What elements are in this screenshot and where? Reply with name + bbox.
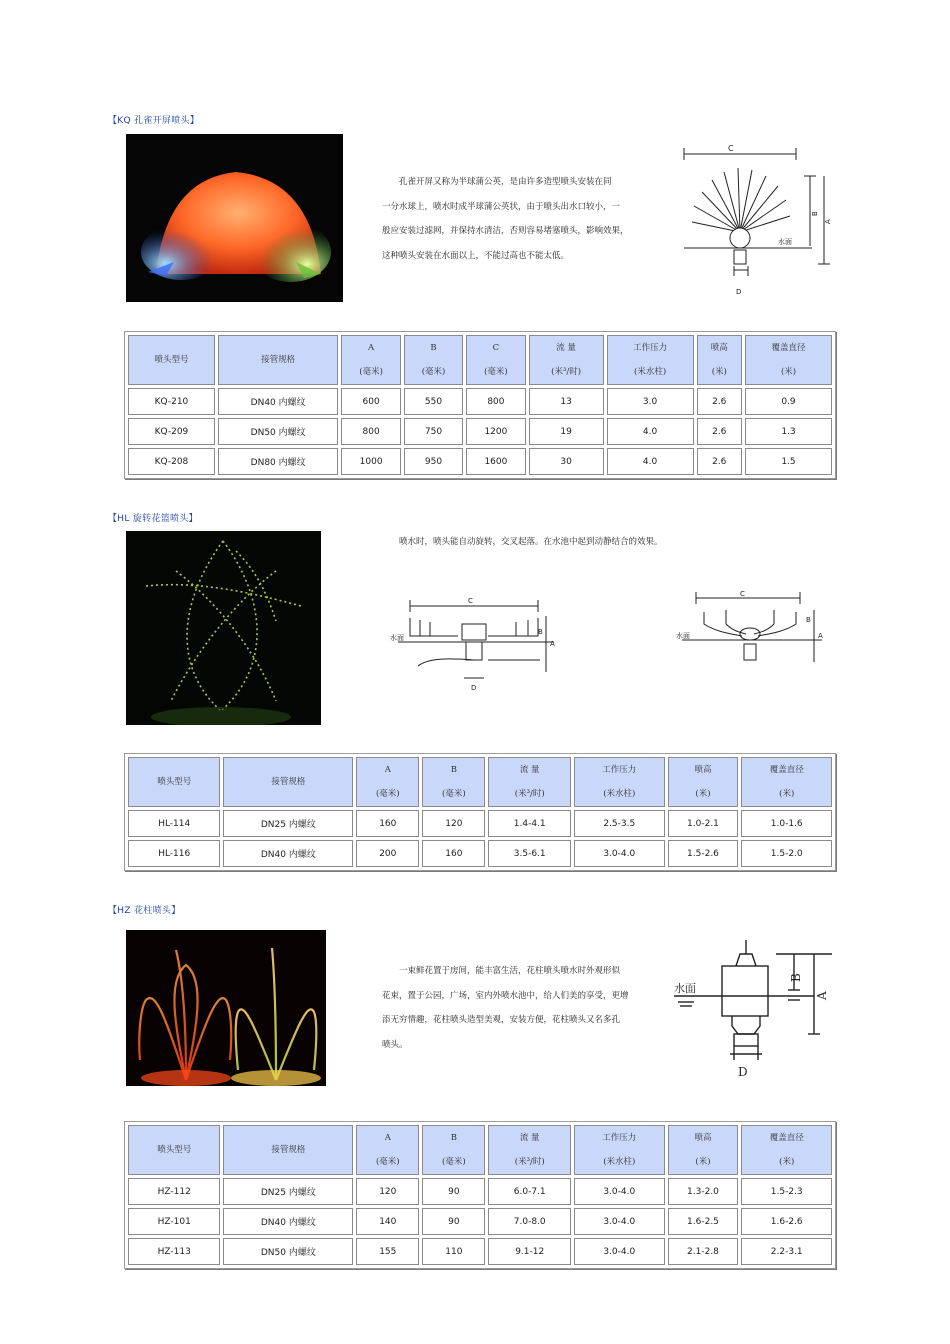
header-cell: 喷高 (米) <box>668 1125 739 1175</box>
hl-label-d: D <box>471 684 477 692</box>
table-row <box>128 840 832 867</box>
table-cell: 30 <box>529 448 604 475</box>
hl-label-water2: 水面 <box>676 632 690 640</box>
hz-label-d: D <box>738 1065 748 1078</box>
header-cell: 接管规格 <box>223 757 353 807</box>
hl-label-b: B <box>538 628 543 636</box>
hl-dimension-diagram-2 <box>676 588 832 678</box>
header-cell: 流 量 (米³/时) <box>529 335 604 385</box>
table-cell: DN50 内螺纹 <box>218 418 339 445</box>
table-cell: HL-116 <box>128 840 220 867</box>
header-cell: B (毫米) <box>404 335 463 385</box>
table-cell: 160 <box>356 810 419 837</box>
table-cell: 2.6 <box>697 418 743 445</box>
table-cell: 2.1-2.8 <box>668 1238 739 1265</box>
table-cell: 155 <box>356 1238 419 1265</box>
table-cell: 1000 <box>341 448 400 475</box>
table-cell: 1.0-1.6 <box>741 810 832 837</box>
header-cell: 覆盖直径 (米) <box>745 335 832 385</box>
hz-label-a: A <box>815 991 829 1000</box>
table-header-row <box>128 1125 832 1175</box>
hz-desc-line: 一束鲜花置于房间，能丰富生活，花柱喷头喷水时外观形似 <box>399 966 621 976</box>
header-cell: A (毫米) <box>356 757 419 807</box>
hz-desc-line: 添无穷情趣，花柱喷头造型美观，安装方便，花柱喷头又名多孔 <box>382 1015 621 1025</box>
table-cell: DN25 内螺纹 <box>223 1178 353 1205</box>
kq-desc-line: 一分水球上，喷水时成半球蒲公英状，由于喷头出水口较小，一 <box>382 201 621 212</box>
table-cell: 0.9 <box>745 388 832 415</box>
table-cell: 90 <box>422 1208 485 1235</box>
table-cell: DN50 内螺纹 <box>223 1238 353 1265</box>
table-cell: 3.0-4.0 <box>574 840 664 867</box>
hz-desc-line: 花束，置于公园，广场，室内外喷水池中，给人们美的享受，更增 <box>382 990 629 1001</box>
table-cell: 6.0-7.1 <box>488 1178 571 1205</box>
table-cell: 200 <box>356 840 419 867</box>
table-cell: 3.0-4.0 <box>574 1238 664 1265</box>
hl-fountain-photo <box>126 531 321 725</box>
header-cell: B (毫米) <box>422 1125 485 1175</box>
table-row <box>128 1238 832 1265</box>
table-cell: 1.3 <box>745 418 832 445</box>
hz-label-b: B <box>789 973 803 982</box>
kq-desc-line: 孔雀开屏又称为半球蒲公英，是由许多造型喷头安装在同 <box>399 177 612 187</box>
table-cell: 19 <box>529 418 604 445</box>
table-cell: 1.0-2.1 <box>668 810 739 837</box>
table-cell: DN40 内螺纹 <box>223 1208 353 1235</box>
header-cell: 喷头型号 <box>128 1125 220 1175</box>
table-cell: 120 <box>356 1178 419 1205</box>
table-cell: 4.0 <box>607 418 694 445</box>
table-cell: 750 <box>404 418 463 445</box>
table-cell: 1.5-2.6 <box>668 840 739 867</box>
table-cell: HZ-101 <box>128 1208 220 1235</box>
kq-label-water: 水面 <box>778 238 792 246</box>
table-cell: 7.0-8.0 <box>488 1208 571 1235</box>
table-row <box>128 1178 832 1205</box>
table-cell: DN80 内螺纹 <box>218 448 339 475</box>
table-cell: 110 <box>422 1238 485 1265</box>
table-cell: 160 <box>422 840 485 867</box>
table-row <box>128 1208 832 1235</box>
table-cell: 1.6-2.5 <box>668 1208 739 1235</box>
hl-dimension-diagram-1 <box>388 592 560 692</box>
header-cell: 接管规格 <box>218 335 339 385</box>
kq-label-b: B <box>811 211 819 216</box>
table-cell: 1.6-2.6 <box>741 1208 832 1235</box>
header-cell: 覆盖直径 (米) <box>741 1125 832 1175</box>
hl-spec-table <box>124 753 836 871</box>
table-cell: 3.0-4.0 <box>574 1208 664 1235</box>
table-cell: 9.1-12 <box>488 1238 571 1265</box>
table-cell: KQ-209 <box>128 418 215 445</box>
table-row <box>128 388 832 415</box>
table-cell: 600 <box>341 388 400 415</box>
table-cell: 1.5 <box>745 448 832 475</box>
table-cell: 3.0-4.0 <box>574 1178 664 1205</box>
table-cell: KQ-210 <box>128 388 215 415</box>
kq-dimension-diagram <box>672 140 838 300</box>
table-cell: HZ-112 <box>128 1178 220 1205</box>
table-cell: HZ-113 <box>128 1238 220 1265</box>
hl-description <box>382 530 712 555</box>
header-cell: A (毫米) <box>356 1125 419 1175</box>
kq-desc-line: 这种喷头安装在水面以上，不能过高也不能太低。 <box>382 250 570 261</box>
table-cell: DN25 内螺纹 <box>223 810 353 837</box>
table-cell: 1200 <box>466 418 525 445</box>
table-cell: DN40 内螺纹 <box>223 840 353 867</box>
table-cell: 1.5-2.0 <box>741 840 832 867</box>
hz-spec-table <box>124 1121 836 1269</box>
header-cell: 喷高 (米) <box>697 335 743 385</box>
header-cell: A (毫米) <box>341 335 400 385</box>
table-row <box>128 448 832 475</box>
hl-label-a: A <box>550 640 555 648</box>
table-cell: HL-114 <box>128 810 220 837</box>
kq-desc-line: 般应安装过滤网，并保持水清洁，否则容易堵塞喷头，影响效果， <box>382 226 629 236</box>
header-cell: 工作压力 (米水柱) <box>574 757 664 807</box>
table-header-row <box>128 335 832 385</box>
table-cell: 1.5-2.3 <box>741 1178 832 1205</box>
table-cell: 3.0 <box>607 388 694 415</box>
table-cell: KQ-208 <box>128 448 215 475</box>
kq-spec-table <box>124 331 836 479</box>
hz-label-water: 水面 <box>674 982 696 995</box>
table-header-row <box>128 757 832 807</box>
table-cell: 2.2-3.1 <box>741 1238 832 1265</box>
table-row <box>128 810 832 837</box>
table-cell: 2.6 <box>697 448 743 475</box>
header-cell: 工作压力 (米水柱) <box>607 335 694 385</box>
table-cell: 1.4-4.1 <box>488 810 571 837</box>
header-cell: 流 量 (米³/时) <box>488 757 571 807</box>
hz-desc-line: 喷头。 <box>382 1039 408 1050</box>
table-cell: 550 <box>404 388 463 415</box>
table-cell: 2.6 <box>697 388 743 415</box>
hl-label-b2: B <box>806 616 811 624</box>
table-cell: 3.5-6.1 <box>488 840 571 867</box>
table-cell: 1600 <box>466 448 525 475</box>
table-cell: 140 <box>356 1208 419 1235</box>
kq-description <box>382 170 652 268</box>
header-cell: 接管规格 <box>223 1125 353 1175</box>
header-cell: 喷头型号 <box>128 757 220 807</box>
header-cell: C (毫米) <box>466 335 525 385</box>
section-title-hz: 【HZ 花柱喷头】 <box>108 906 181 916</box>
header-cell: 工作压力 (米水柱) <box>574 1125 664 1175</box>
table-cell: 1.3-2.0 <box>668 1178 739 1205</box>
nozzle-rays <box>692 168 790 232</box>
table-cell: 4.0 <box>607 448 694 475</box>
kq-label-a: A <box>824 219 832 224</box>
header-cell: B (毫米) <box>422 757 485 807</box>
hl-label-water: 水面 <box>390 634 404 642</box>
hz-description <box>382 959 652 1057</box>
section-title-kq: 【KQ 孔雀开屏喷头】 <box>108 116 200 126</box>
kq-label-c: C <box>728 144 734 153</box>
table-cell: 120 <box>422 810 485 837</box>
hz-dimension-diagram <box>664 930 832 1078</box>
table-cell: 2.5-3.5 <box>574 810 664 837</box>
table-cell: 950 <box>404 448 463 475</box>
hl-label-a2: A <box>818 632 823 640</box>
kq-label-d: D <box>736 288 742 296</box>
table-cell: 90 <box>422 1178 485 1205</box>
table-cell: 13 <box>529 388 604 415</box>
table-cell: 800 <box>466 388 525 415</box>
header-cell: 流 量 (米³/时) <box>488 1125 571 1175</box>
header-cell: 喷高 (米) <box>668 757 739 807</box>
hl-label-c2: C <box>740 590 745 598</box>
header-cell: 喷头型号 <box>128 335 215 385</box>
hz-fountain-photo <box>126 930 326 1086</box>
hl-label-c: C <box>468 597 473 605</box>
header-cell: 覆盖直径 (米) <box>741 757 832 807</box>
section-title-hl: 【HL 旋转花篮喷头】 <box>108 514 198 524</box>
hl-desc-line: 喷水时，喷头能自动旋转，交叉起落。在水池中起到动静结合的效果。 <box>399 537 663 547</box>
kq-fountain-photo <box>126 134 343 302</box>
table-cell: DN40 内螺纹 <box>218 388 339 415</box>
table-row <box>128 418 832 445</box>
table-cell: 800 <box>341 418 400 445</box>
